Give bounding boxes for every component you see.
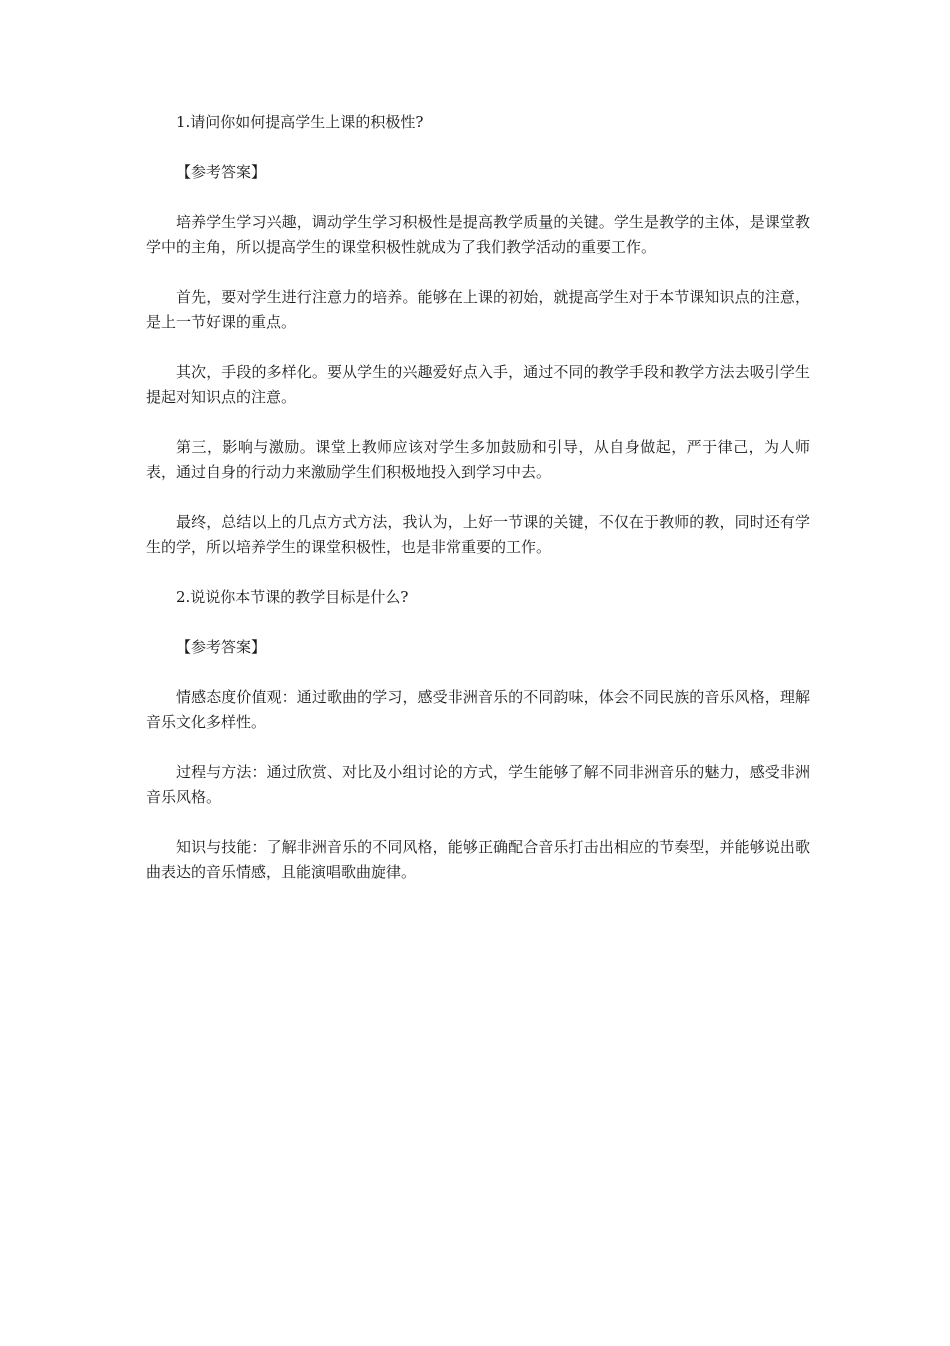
answer-2-emotion-goal: 情感态度价值观：通过歌曲的学习，感受非洲音乐的不同韵味，体会不同民族的音乐风格，理解音乐文化多样性。 <box>146 688 810 731</box>
answer-1-point-2: 其次，手段的多样化。要从学生的兴趣爱好点入手，通过不同的教学手段和教学方法去吸引学生提起对知识点的注意。 <box>146 363 810 406</box>
answer-2-process-goal: 过程与方法：通过欣赏、对比及小组讨论的方式，学生能够了解不同非洲音乐的魅力，感受非洲音乐风格。 <box>146 763 810 806</box>
question-2: 2.说说你本节课的教学目标是什么? <box>176 588 409 606</box>
reference-answer-heading-1: 【参考答案】 <box>176 163 267 181</box>
answer-2-knowledge-goal: 知识与技能：了解非洲音乐的不同风格，能够正确配合音乐打击出相应的节奏型，并能够说出歌曲表达的音乐情感，且能演唱歌曲旋律。 <box>146 838 810 881</box>
document-body <box>146 110 810 910</box>
question-1: 1.请问你如何提高学生上课的积极性? <box>176 113 424 131</box>
reference-answer-heading-2: 【参考答案】 <box>176 638 267 656</box>
answer-1-point-3: 第三，影响与激励。课堂上教师应该对学生多加鼓励和引导，从自身做起，严于律己，为人师表，通过自身的行动力来激励学生们积极地投入到学习中去。 <box>146 438 810 481</box>
answer-1-intro: 培养学生学习兴趣，调动学生学习积极性是提高教学质量的关键。学生是教学的主体，是课堂教学中的主角，所以提高学生的课堂积极性就成为了我们教学活动的重要工作。 <box>146 213 810 256</box>
answer-1-conclusion: 最终，总结以上的几点方式方法，我认为，上好一节课的关键，不仅在于教师的教，同时还有学生的学，所以培养学生的课堂积极性，也是非常重要的工作。 <box>146 513 810 556</box>
answer-1-point-1: 首先，要对学生进行注意力的培养。能够在上课的初始，就提高学生对于本节课知识点的注意，是上一节好课的重点。 <box>146 288 810 331</box>
